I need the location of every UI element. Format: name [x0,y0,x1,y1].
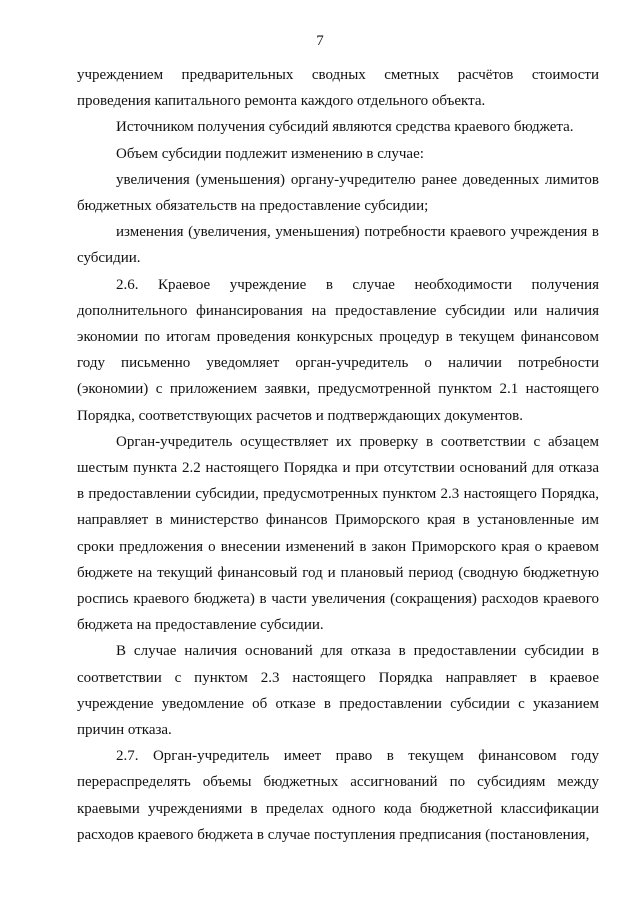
page-number: 7 [316,33,324,49]
paragraph-limits-change: увеличения (уменьшения) органу-учредителю ранее доведенных лимитов бюджетных обязательств на предоставление субсидии; [77,171,599,215]
paragraph-refusal: В случае наличия оснований для отказа в предоставлении субсидии в соответствии с пунктом 2.3 настоящего Порядка направляет в краевое учреждение уведомление об отказе в предоставлении субсидии с указанием причин отказа. [77,643,599,739]
document-body [77,62,599,848]
paragraph-continuation: учреждением предварительных сводных сметных расчётов стоимости проведения капитального ремонта каждого отдельного объекта. [77,67,599,110]
paragraph-funding-source: Источником получения субсидий являются средства краевого бюджета. [116,119,574,136]
paragraph-needs-change: изменения (увеличения, уменьшения) потребности краевого учреждения в субсидии. [77,224,599,267]
paragraph-clause-2-6: 2.6. Краевое учреждение в случае необходимости получения дополнительного финансирования на предоставление субсидии или наличия экономии по итогам проведения конкурсных процедур в текущем финансовом году письменно уведомляет орган-учредитель о наличии потребности (экономии) с приложением заявки, предусмотренной пунктом 2.1 настоящего Порядка, соответствующих расчетов и подтверждающих документов. [77,276,599,424]
paragraph-founder-review: Орган-учредитель осуществляет их проверку в соответствии с абзацем шестым пункта 2.2 настоящего Порядка и при отсутствии оснований для отказа в предоставлении субсидии, предусмотренных пунктом 2.3 настоящего Порядка, направляет в министерство финансов Приморского края в установленные им сроки предложения о внесении изменений в закон Приморского края о краевом бюджете на текущий финансовый год и плановый период (сводную бюджетную роспись краевого бюджета) в части увеличения (сокращения) расходов краевого бюджета на предоставление субсидии. [77,433,599,634]
paragraph-subsidy-change: Объем субсидии подлежит изменению в случае: [116,145,424,162]
paragraph-clause-2-7: 2.7. Орган-учредитель имеет право в текущем финансовом году перераспределять объемы бюджетных ассигнований по субсидиям между краевыми учреждениями в пределах одного кода бюджетной классификации расходов краевого бюджета в случае поступления предписания (постановления, [77,748,599,843]
